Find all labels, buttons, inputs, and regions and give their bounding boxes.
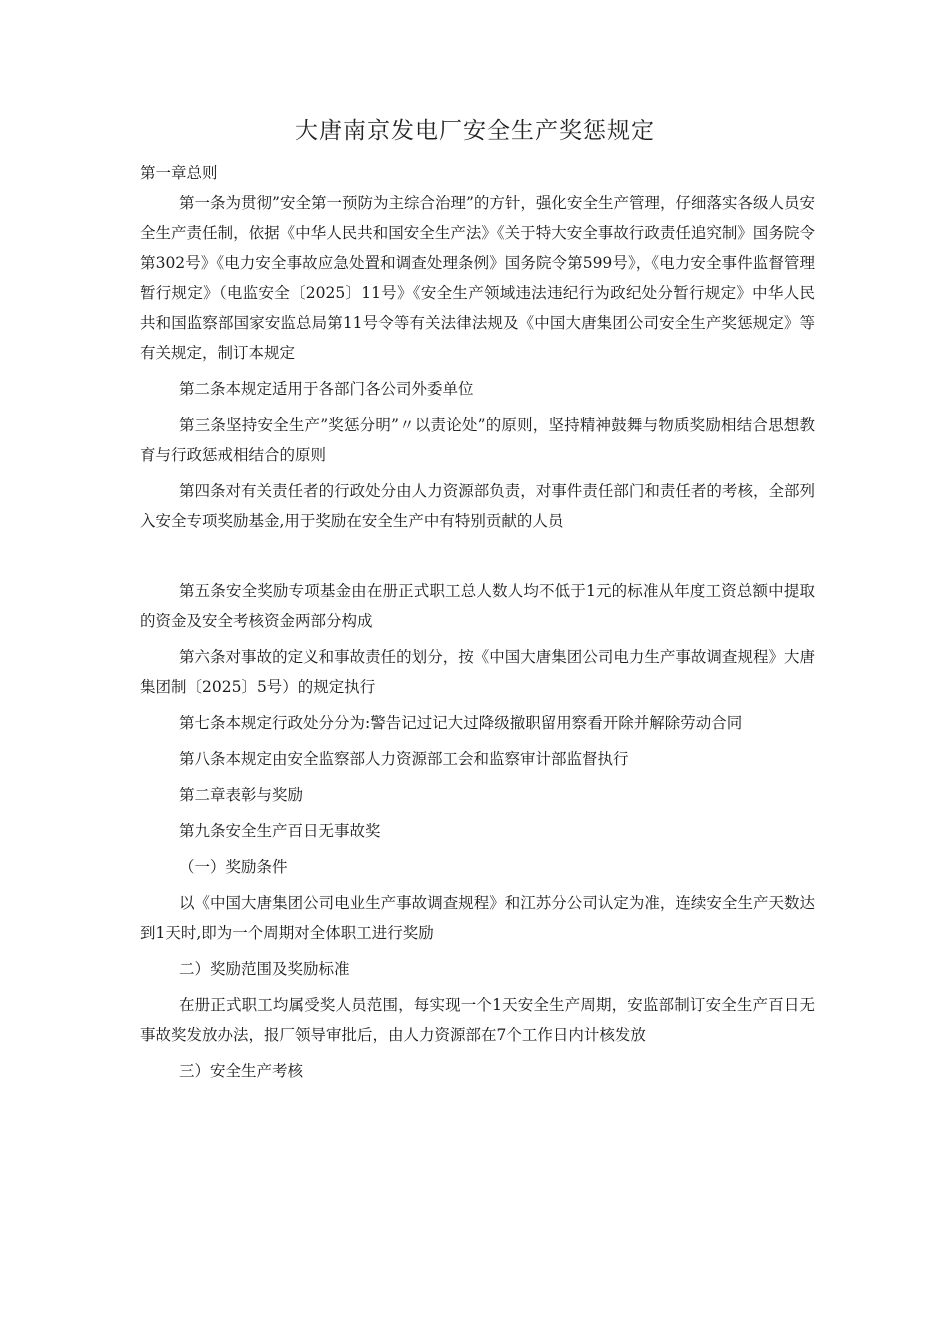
- section-1-heading: （一）奖励条件: [179, 858, 288, 876]
- document-title: 大唐南京发电厂安全生产奖惩规定: [295, 118, 655, 144]
- article-4: 第四条对有关责任者的行政处分由人力资源部负责，对事件责任部门和责任者的考核，全部列入安全专项奖励基金,用于奖励在安全生产中有特别贡献的人员: [140, 482, 815, 530]
- section-2-text: 在册正式职工均属受奖人员范围，每实现一个1天安全生产周期，安监部制订安全生产百日无事故奖发放办法，报厂领导审批后，由人力资源部在7个工作日内计核发放: [140, 996, 815, 1044]
- article-1: 第一条为贯彻”安全第一预防为主综合治理”的方针，强化安全生产管理，仔细落实各级人员安全生产责任制，依据《中华人民共和国安全生产法》《关于特大安全事故行政责任追究制》国务院令第302号》《电力安全事故应急处置和调查处理条例》国务院令第599号》，《电力安全事件监督管理暂行规定》（电监安全〔2025〕11号》《安全生产领域违法违纪行为政纪处分暂行规定》中华人民共和国监察部国家安监总局第11号令等有关法律法规及《中国大唐集团公司安全生产奖惩规定》等有关规定，制订本规定: [140, 194, 815, 362]
- section-1-text: 以《中国大唐集团公司电业生产事故调查规程》和江苏分公司认定为准，连续安全生产天数达到1天时,即为一个周期对全体职工进行奖励: [140, 894, 815, 942]
- article-9: 第九条安全生产百日无事故奖: [179, 822, 381, 840]
- article-5: 第五条安全奖励专项基金由在册正式职工总人数人均不低于1元的标准从年度工资总额中提取的资金及安全考核资金两部分构成: [140, 582, 815, 630]
- article-6: 第六条对事故的定义和事故责任的划分，按《中国大唐集团公司电力生产事故调查规程》大唐集团制〔2025〕5号）的规定执行: [140, 648, 815, 696]
- chapter-1-heading: 第一章总则: [140, 164, 218, 182]
- article-7: 第七条本规定行政处分分为:警告记过记大过降级撤职留用察看开除并解除劳动合同: [179, 714, 743, 732]
- article-2: 第二条本规定适用于各部门各公司外委单位: [179, 380, 474, 398]
- article-3: 第三条坚持安全生产”奖惩分明”〃以责论处”的原则，坚持精神鼓舞与物质奖励相结合思想教育与行政惩戒相结合的原则: [140, 416, 815, 464]
- section-2-heading: 二）奖励范围及奖励标准: [179, 960, 350, 978]
- document-body: [140, 158, 815, 1086]
- chapter-2-heading: 第二章表彰与奖励: [179, 786, 304, 804]
- section-3-heading: 三）安全生产考核: [179, 1062, 304, 1080]
- article-8: 第八条本规定由安全监察部人力资源部工会和监察审计部监督执行: [179, 750, 629, 768]
